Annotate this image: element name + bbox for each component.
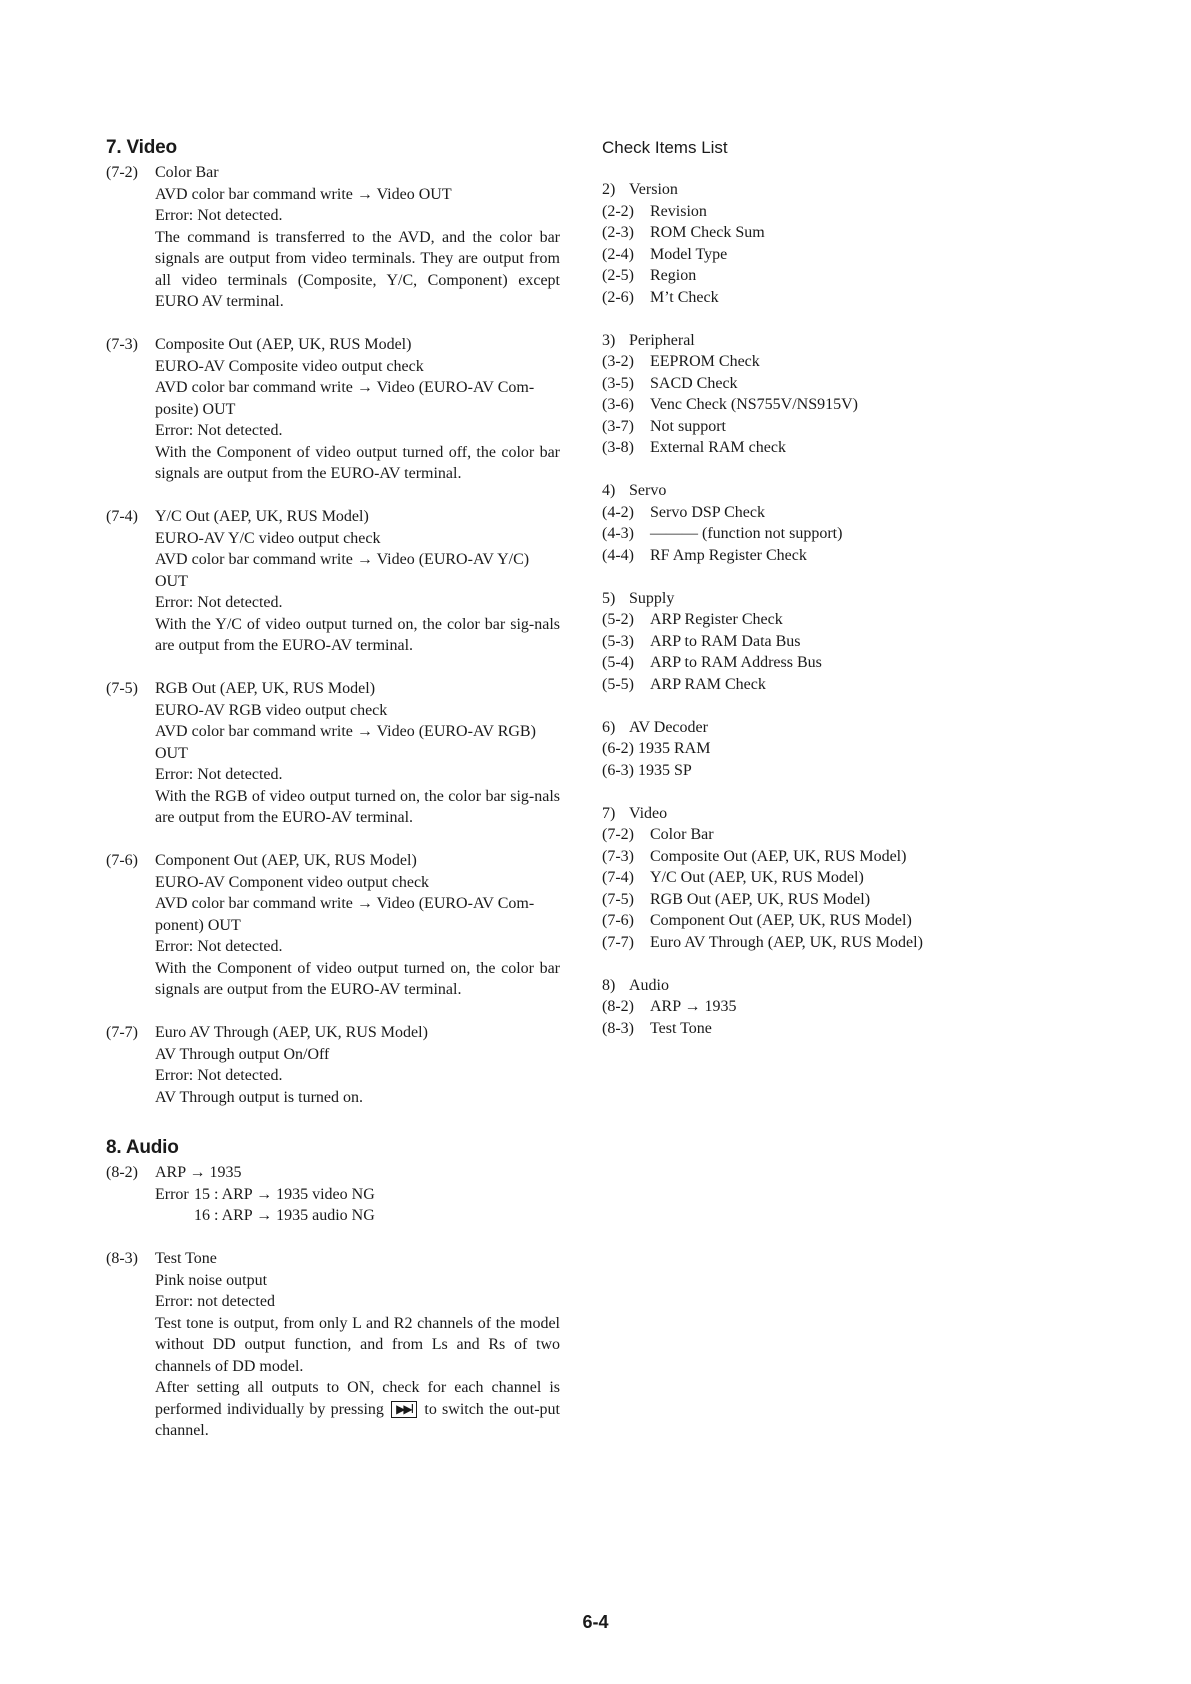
entry-header-row: [106, 334, 560, 356]
entry-body: [106, 700, 560, 829]
check-item-label: External RAM check: [650, 439, 786, 456]
group-code: 8): [602, 976, 616, 994]
check-item: [602, 545, 1022, 567]
entry-line: AVD color bar command write → Video (EURO-AV RGB): [155, 723, 536, 740]
group-label: Audio: [629, 976, 669, 994]
entry-heading: RGB Out (AEP, UK, RUS Model): [155, 680, 376, 697]
entry-header-row: [106, 506, 560, 528]
entry-description: Test tone is output, from only L and R2 channels of the model without DD output function, and from Ls and Rs of two channels of DD model.: [155, 1314, 560, 1375]
check-item-label: EEPROM Check: [650, 353, 760, 370]
entry-code: (7-4): [106, 508, 138, 525]
check-item-label: ARP RAM Check: [650, 675, 766, 693]
check-item: [602, 652, 1022, 674]
check-item-label: Composite Out (AEP, UK, RUS Model): [650, 847, 907, 865]
group-code: 2): [602, 181, 616, 198]
check-item-label: RF Amp Register Check: [650, 546, 807, 564]
video-entries: [106, 162, 560, 1108]
check-item-label: Test Tone: [650, 1019, 712, 1037]
check-item: [602, 609, 1022, 631]
entry-header-row: [106, 678, 560, 700]
check-group: [602, 480, 1022, 566]
check-item-label: Revision: [650, 202, 707, 220]
check-item: [602, 846, 1022, 868]
right-column: [602, 136, 1022, 1039]
check-item: [602, 867, 1022, 889]
check-item-label: RGB Out (AEP, UK, RUS Model): [650, 890, 871, 908]
check-item: [602, 910, 1022, 932]
entry-header-row: [106, 162, 560, 184]
check-item-label: (6-3) 1935 SP: [602, 761, 692, 779]
entry-header-row: [106, 850, 560, 872]
check-item: [602, 824, 1022, 846]
entry-body: [106, 528, 560, 657]
check-item-label: Region: [650, 267, 697, 284]
check-item-code: (7-5): [602, 890, 634, 908]
check-item-label: ARP Register Check: [650, 611, 783, 628]
audio-entry-arp: [106, 1162, 560, 1227]
entry-line: Error: Not detected.: [155, 207, 283, 224]
left-column: [106, 136, 560, 1442]
entry-description: The command is transferred to the AVD, and the color bar signals are output from video terminals. They are output from all video terminals (Composite, Y/C, Component) except EURO AV terminal.: [155, 228, 560, 310]
check-item-label: Servo DSP Check: [650, 503, 765, 521]
check-item-label: ARP to RAM Data Bus: [650, 632, 801, 650]
entry-line: EURO-AV Y/C video output check: [155, 529, 381, 547]
check-item-label: ARP to RAM Address Bus: [650, 654, 822, 671]
check-item: [602, 932, 1022, 954]
entry-description-2: [155, 1377, 560, 1442]
check-item: [602, 222, 1022, 244]
check-group-heading: [602, 330, 1022, 352]
check-item: [602, 889, 1022, 911]
check-item-code: (3-8): [602, 439, 634, 456]
entry-header-row: [106, 1022, 560, 1044]
page-number: 6-4: [582, 1612, 609, 1632]
check-item-code: (2-4): [602, 245, 634, 263]
check-item-label: Venc Check (NS755V/NS915V): [650, 396, 858, 413]
check-group: [602, 179, 1022, 308]
check-item: [602, 265, 1022, 287]
check-item: [602, 437, 1022, 459]
check-item-code: (5-4): [602, 654, 634, 671]
entry-description: With the Y/C of video output turned on, the color bar sig-nals are output from the EURO-AV terminal.: [155, 615, 560, 654]
group-code: 4): [602, 482, 616, 499]
check-group: [602, 588, 1022, 696]
group-code: 7): [602, 804, 616, 822]
error-line: 15 : ARP → 1935 video NG: [194, 1185, 375, 1203]
check-items-list: [602, 179, 1022, 1039]
group-label: Version: [629, 181, 678, 198]
check-item: [602, 373, 1022, 395]
group-label: Supply: [629, 589, 675, 607]
check-item: [602, 631, 1022, 653]
check-group-heading: [602, 803, 1022, 825]
check-item-label: Component Out (AEP, UK, RUS Model): [650, 912, 912, 929]
check-item-code: (8-3): [602, 1019, 634, 1037]
desc-text: After setting all outputs to ON, check for each channel is performed individually by pressing: [155, 1379, 560, 1418]
check-item-code: (3-6): [602, 396, 634, 413]
error-label: Error: [155, 1185, 189, 1203]
entry-line: Error: Not detected.: [155, 594, 283, 611]
entry-line: Error: not detected: [155, 1293, 275, 1310]
check-item-label: ARP → 1935: [650, 998, 737, 1015]
entry-description: With the RGB of video output turned on, the color bar sig-nals are output from the EURO-AV terminal.: [155, 787, 560, 826]
entry-line: EURO-AV Composite video output check: [155, 357, 424, 375]
section-title-audio: 8. Audio: [106, 1137, 179, 1158]
check-group-heading: [602, 717, 1022, 739]
error-line: 16 : ARP → 1935 audio NG: [194, 1207, 375, 1224]
check-item: [602, 502, 1022, 524]
entry-code: (7-5): [106, 680, 138, 697]
video-entry: [106, 162, 560, 313]
entry-heading: ARP → 1935: [155, 1164, 242, 1181]
entry-body: [106, 184, 560, 313]
check-group: [602, 803, 1022, 954]
check-item-code: (8-2): [602, 998, 634, 1015]
entry-heading: Composite Out (AEP, UK, RUS Model): [155, 336, 412, 353]
entry-heading: Euro AV Through (AEP, UK, RUS Model): [155, 1024, 428, 1041]
check-item-code: (3-2): [602, 353, 634, 370]
check-item: [602, 996, 1022, 1018]
entry-line: OUT: [155, 744, 188, 762]
entry-body: [106, 872, 560, 1001]
entry-line: Error: Not detected.: [155, 422, 283, 439]
check-item: [602, 287, 1022, 309]
check-group: [602, 717, 1022, 782]
check-items-title: Check Items List: [602, 138, 728, 157]
check-item-code: (5-5): [602, 675, 634, 693]
next-track-key-icon: ▶▶I: [391, 1401, 417, 1418]
desc-text: to switch the out-put channel.: [155, 1400, 561, 1439]
check-item-code: (5-2): [602, 611, 634, 628]
entry-code: (8-3): [106, 1250, 138, 1267]
check-item-label: SACD Check: [650, 374, 738, 392]
check-item: [602, 1018, 1022, 1040]
check-group-heading: [602, 480, 1022, 502]
entry-line: Error: Not detected.: [155, 766, 283, 783]
video-entry: [106, 506, 560, 657]
check-item: [602, 523, 1022, 545]
check-group-heading: [602, 975, 1022, 997]
check-item-code: (7-4): [602, 869, 634, 886]
check-item-label: Color Bar: [650, 826, 714, 843]
check-item: [602, 244, 1022, 266]
check-item: [602, 760, 1022, 782]
audio-entry-test-tone: [106, 1248, 560, 1442]
group-label: Servo: [629, 482, 667, 499]
group-label: Video: [629, 804, 668, 822]
entry-line: ponent) OUT: [155, 916, 241, 934]
check-item-code: (4-2): [602, 503, 634, 521]
entry-code: (8-2): [106, 1164, 138, 1181]
video-entry: [106, 1022, 560, 1108]
check-item-code: (2-6): [602, 288, 634, 306]
check-item: [602, 351, 1022, 373]
entry-heading: Color Bar: [155, 164, 219, 181]
check-item-label: ROM Check Sum: [650, 224, 765, 241]
check-item: [602, 201, 1022, 223]
entry-line: AV Through output On/Off: [155, 1045, 330, 1063]
check-item: [602, 738, 1022, 760]
check-item-label: (6-2) 1935 RAM: [602, 740, 711, 757]
entry-body: [106, 356, 560, 485]
entry-body: [106, 1044, 560, 1109]
entry-heading: Component Out (AEP, UK, RUS Model): [155, 852, 417, 869]
entry-code: (7-6): [106, 852, 138, 869]
check-item: [602, 416, 1022, 438]
check-item-code: (7-3): [602, 847, 634, 865]
entry-line: AVD color bar command write → Video (EURO-AV Com-: [155, 895, 535, 912]
group-label: AV Decoder: [629, 718, 708, 736]
section-title-video: 7. Video: [106, 137, 177, 158]
check-item-label: M’t Check: [650, 288, 719, 306]
entry-line: Pink noise output: [155, 1271, 268, 1289]
check-item-code: (4-3): [602, 525, 634, 542]
entry-description: With the Component of video output turned off, the color bar signals are output from the EURO-AV terminal.: [155, 443, 560, 482]
entry-line: OUT: [155, 572, 188, 590]
entry-line: AVD color bar command write → Video (EURO-AV Y/C): [155, 551, 530, 568]
check-item: [602, 394, 1022, 416]
check-item-label: Y/C Out (AEP, UK, RUS Model): [650, 869, 864, 886]
entry-code: (7-3): [106, 336, 138, 353]
check-item-code: (7-7): [602, 933, 634, 951]
check-group-heading: [602, 179, 1022, 201]
entry-code: (7-2): [106, 164, 138, 181]
entry-line: posite) OUT: [155, 400, 236, 418]
check-item-code: (2-2): [602, 202, 634, 220]
entry-line: AV Through output is turned on.: [155, 1088, 364, 1106]
entry-code: (7-7): [106, 1024, 138, 1041]
check-item-label: Euro AV Through (AEP, UK, RUS Model): [650, 933, 923, 951]
entry-line: EURO-AV Component video output check: [155, 873, 430, 891]
check-group-heading: [602, 588, 1022, 610]
group-code: 5): [602, 589, 616, 607]
check-item: [602, 674, 1022, 696]
entry-line: AVD color bar command write → Video OUT: [155, 185, 452, 203]
check-item-code: (5-3): [602, 632, 634, 650]
group-code: 6): [602, 718, 616, 736]
check-group: [602, 330, 1022, 459]
check-item-code: (3-5): [602, 374, 634, 392]
entry-line: EURO-AV RGB video output check: [155, 701, 388, 719]
entry-heading: Y/C Out (AEP, UK, RUS Model): [155, 508, 369, 525]
entry-line: Error: Not detected.: [155, 1067, 283, 1084]
entry-heading: Test Tone: [155, 1250, 217, 1267]
check-item-code: (2-3): [602, 224, 634, 241]
check-item-code: (4-4): [602, 546, 634, 564]
entry-line: Error: Not detected.: [155, 938, 283, 955]
check-group: [602, 975, 1022, 1040]
check-item-label: Model Type: [650, 245, 728, 263]
entry-line: AVD color bar command write → Video (EURO-AV Com-: [155, 379, 535, 396]
check-item-label: Not support: [650, 417, 726, 435]
check-item-code: (7-6): [602, 912, 634, 929]
check-item-code: (7-2): [602, 826, 634, 843]
group-code: 3): [602, 331, 616, 349]
video-entry: [106, 850, 560, 1001]
video-entry: [106, 334, 560, 485]
group-label: Peripheral: [629, 331, 695, 349]
check-item-code: (2-5): [602, 267, 634, 284]
check-item-label: ——— (function not support): [650, 525, 843, 542]
check-item-code: (3-7): [602, 417, 634, 435]
entry-description: With the Component of video output turned on, the color bar signals are output from the EURO-AV terminal.: [155, 959, 560, 998]
video-entry: [106, 678, 560, 829]
